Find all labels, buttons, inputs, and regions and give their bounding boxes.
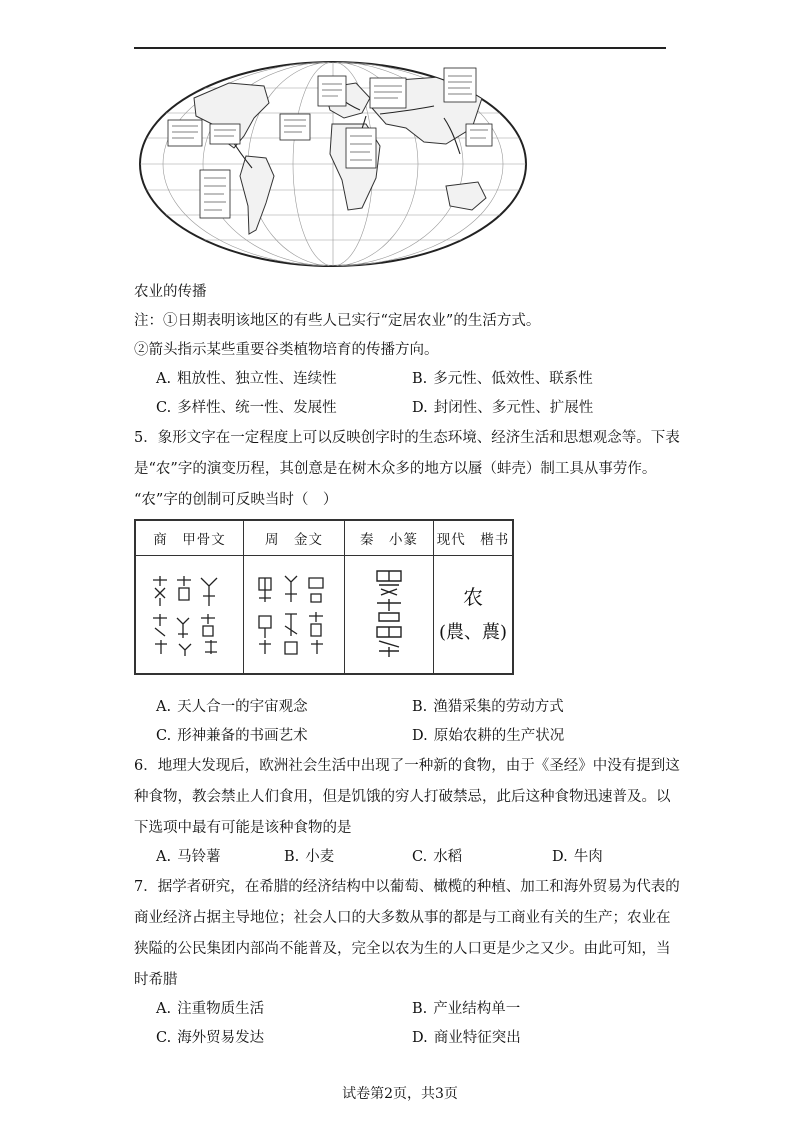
q7-option-c[interactable] bbox=[156, 1028, 264, 1048]
q6-option-b[interactable] bbox=[284, 847, 334, 867]
option-text: 封闭性、多元性、扩展性 bbox=[433, 400, 594, 416]
seal-script-glyphs bbox=[345, 556, 434, 675]
note-1: 注：①日期表明该地区的有些人已实行“定居农业”的生活方式。 bbox=[134, 313, 541, 329]
q6-line-2: 种食物，教会禁止人们食用，但是饥饿的穷人打破禁忌，此后这种食物迅速普及。以 bbox=[134, 789, 671, 805]
q4-option-d[interactable] bbox=[412, 398, 593, 418]
bronze-glyph-drawing bbox=[251, 568, 337, 658]
option-key: A. bbox=[156, 699, 172, 715]
option-key: B. bbox=[412, 1001, 428, 1017]
header-qin-seal: 秦 小篆 bbox=[345, 520, 434, 556]
option-text: 渔猎采集的劳动方式 bbox=[433, 699, 564, 715]
option-text: 天人合一的宇宙观念 bbox=[177, 699, 308, 715]
option-key: B. bbox=[412, 371, 428, 387]
oracle-glyph-drawing bbox=[145, 568, 235, 658]
nong-character-evolution-table bbox=[134, 519, 514, 675]
option-text: 多元性、低效性、联系性 bbox=[433, 371, 593, 387]
q5-line-2: 是“农”字的演变历程，其创意是在树木众多的地方以蜃（蚌壳）制工具从事劳作。 bbox=[134, 461, 657, 477]
page-footer: 试卷第2页，共3页 bbox=[342, 1086, 458, 1102]
bronze-script-glyphs bbox=[244, 556, 345, 675]
header-shang-oracle: 商 甲骨文 bbox=[135, 520, 244, 556]
option-text: 原始农耕的生产状况 bbox=[433, 728, 565, 744]
q7-option-b[interactable] bbox=[412, 999, 520, 1019]
note-2: ②箭头指示某些重要谷类植物培育的传播方向。 bbox=[134, 342, 439, 358]
q5-option-a[interactable] bbox=[156, 697, 308, 717]
q6-line-1: 6．地理大发现后，欧洲社会生活中出现了一种新的食物，由于《圣经》中没有提到这 bbox=[134, 758, 680, 774]
option-key: B. bbox=[284, 849, 300, 865]
q5-option-d[interactable] bbox=[412, 726, 564, 746]
agriculture-spread-world-map bbox=[134, 58, 532, 270]
option-text: 注重物质生活 bbox=[177, 1001, 265, 1017]
option-text: 水稻 bbox=[433, 849, 463, 865]
option-text: 牛肉 bbox=[573, 849, 603, 865]
option-text: 粗放性、独立性、连续性 bbox=[177, 371, 337, 387]
option-key: A. bbox=[156, 1001, 172, 1017]
option-key: D. bbox=[412, 1030, 428, 1046]
option-key: D. bbox=[412, 400, 428, 416]
q5-option-b[interactable] bbox=[412, 697, 564, 717]
header-modern-regular: 现代 楷书 bbox=[434, 520, 514, 556]
option-key: A. bbox=[156, 371, 172, 387]
q6-option-d[interactable] bbox=[552, 847, 603, 867]
q7-line-2: 商业经济占据主导地位；社会人口的大多数从事的都是与工商业有关的生产；农业在 bbox=[134, 910, 671, 926]
option-key: A. bbox=[156, 849, 172, 865]
option-key: C. bbox=[412, 849, 428, 865]
option-key: C. bbox=[156, 1030, 172, 1046]
option-text: 形神兼备的书画艺术 bbox=[177, 728, 308, 744]
q5-line-1: 5．象形文字在一定程度上可以反映创字时的生态环境、经济生活和思想观念等。下表 bbox=[134, 430, 680, 446]
page-top-rule bbox=[134, 47, 666, 49]
modern-regular-cell bbox=[434, 556, 514, 675]
q6-option-a[interactable] bbox=[156, 847, 221, 867]
option-text: 产业结构单一 bbox=[433, 1001, 521, 1017]
q6-option-c[interactable] bbox=[412, 847, 462, 867]
option-key: C. bbox=[156, 400, 172, 416]
option-text: 商业特征突出 bbox=[433, 1030, 521, 1046]
option-key: D. bbox=[552, 849, 568, 865]
modern-nong-character: 农 bbox=[463, 584, 483, 609]
q5-option-c[interactable] bbox=[156, 726, 308, 746]
option-text: 多样性、统一性、发展性 bbox=[177, 400, 337, 416]
option-key: C. bbox=[156, 728, 172, 744]
header-zhou-bronze: 周 金文 bbox=[244, 520, 345, 556]
seal-glyph-drawing bbox=[369, 565, 409, 661]
option-text: 马铃薯 bbox=[177, 849, 221, 865]
option-text: 小麦 bbox=[305, 849, 335, 865]
q7-option-d[interactable] bbox=[412, 1028, 521, 1048]
q5-line-3: “农”字的创制可反映当时（ ） bbox=[134, 492, 338, 508]
q4-option-c[interactable] bbox=[156, 398, 337, 418]
oracle-bone-glyphs bbox=[135, 556, 244, 675]
q4-option-a[interactable] bbox=[156, 369, 337, 389]
map-caption: 农业的传播 bbox=[134, 284, 207, 300]
q7-line-1: 7．据学者研究，在希腊的经济结构中以葡萄、橄榄的种植、加工和海外贸易为代表的 bbox=[134, 879, 680, 895]
q6-line-3: 下选项中最有可能是该种食物的是 bbox=[134, 820, 352, 836]
q7-line-3: 狭隘的公民集团内部尚不能普及，完全以农为生的人口更是少之又少。由此可知，当 bbox=[134, 941, 671, 957]
q7-line-4: 时希腊 bbox=[134, 972, 178, 988]
q4-option-b[interactable] bbox=[412, 369, 593, 389]
modern-variant-characters: (農、蕽) bbox=[438, 621, 508, 643]
option-text: 海外贸易发达 bbox=[177, 1030, 265, 1046]
option-key: D. bbox=[412, 728, 428, 744]
option-key: B. bbox=[412, 699, 428, 715]
q7-option-a[interactable] bbox=[156, 999, 264, 1019]
